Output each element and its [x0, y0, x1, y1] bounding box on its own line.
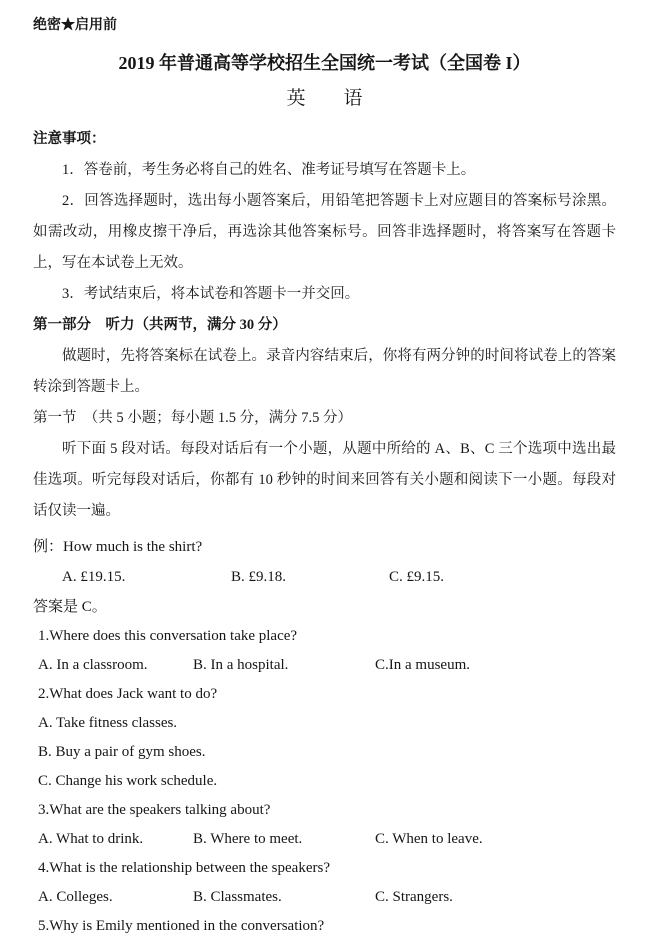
classification-label: 绝密★启用前 [33, 18, 117, 33]
part1-section [33, 310, 616, 941]
notice-section [33, 124, 616, 310]
questions-block [33, 622, 616, 941]
question-2-text: 2.What does Jack want to do? [38, 686, 218, 702]
question-3-option-c: C. When to leave. [375, 831, 483, 847]
question-3-option-a: A. What to drink. [38, 831, 144, 847]
section1-instructions: 听下面 5 段对话。每段对话后有一个小题，从题中所给的 A、B、C 三个选项中选出最佳选项。听完每段对话后，你都有 10 秒钟的时间来回答有关小题和阅读下一小题。每段对话仅读一遍。 [33, 441, 616, 519]
question-4-options-row [38, 883, 616, 912]
question-4-option-c: C. Strangers. [375, 889, 453, 905]
question-4-option-b: B. Classmates. [193, 889, 282, 905]
question-4-option-a: A. Colleges. [38, 889, 113, 905]
example-option-b: B. £9.18. [231, 569, 287, 585]
example-options-row [33, 562, 616, 592]
part1-intro: 做题时，先将答案标在试卷上。录音内容结束后，你将有两分钟的时间将试卷上的答案转涂到答题卡上。 [33, 348, 616, 395]
example-block [33, 532, 616, 622]
section1-heading: 第一节 （共 5 小题；每小题 1.5 分，满分 7.5 分） [33, 410, 352, 426]
notice-item-1: 1．答卷前，考生务必将自己的姓名、准考证号填写在答题卡上。 [62, 162, 476, 178]
question-1-option-b: B. In a hospital. [193, 657, 289, 673]
question-1-option-a: A. In a classroom. [38, 657, 148, 673]
subject-title: 英 语 [286, 88, 363, 109]
question-3-options-row [38, 825, 616, 854]
question-4-text: 4.What is the relationship between the speakers? [38, 860, 330, 876]
part1-heading: 第一部分 听力（共两节，满分 30 分） [33, 317, 287, 333]
notice-item-2: 2．回答选择题时，选出每小题答案后，用铅笔把答题卡上对应题目的答案标号涂黑。如需改动，用橡皮擦干净后，再选涂其他答案标号。回答非选择题时，将答案写在答题卡上，写在本试卷上无效。 [33, 193, 616, 271]
notice-heading: 注意事项： [33, 131, 106, 147]
question-3-option-b: B. Where to meet. [193, 831, 303, 847]
question-1-text: 1.Where does this conversation take place? [38, 628, 298, 644]
question-2-option-b: B. Buy a pair of gym shoes. [38, 744, 206, 760]
page-title: 2019 年普通高等学校招生全国统一考试（全国卷 I） [118, 53, 531, 73]
example-option-a: A. £19.15. [62, 569, 126, 585]
example-option-c: C. £9.15. [389, 569, 445, 585]
example-question: 例：How much is the shirt? [33, 539, 203, 555]
question-1-option-c: C.In a museum. [375, 657, 470, 673]
question-2-option-a: A. Take fitness classes. [38, 715, 178, 731]
question-2-option-c: C. Change his work schedule. [38, 773, 218, 789]
notice-item-3: 3．考试结束后，将本试卷和答题卡一并交回。 [62, 286, 360, 302]
question-5-text: 5.Why is Emily mentioned in the conversation? [38, 918, 325, 934]
question-1-options-row [38, 651, 616, 680]
example-answer-note: 答案是 C。 [33, 599, 107, 615]
question-3-text: 3.What are the speakers talking about? [38, 802, 271, 818]
